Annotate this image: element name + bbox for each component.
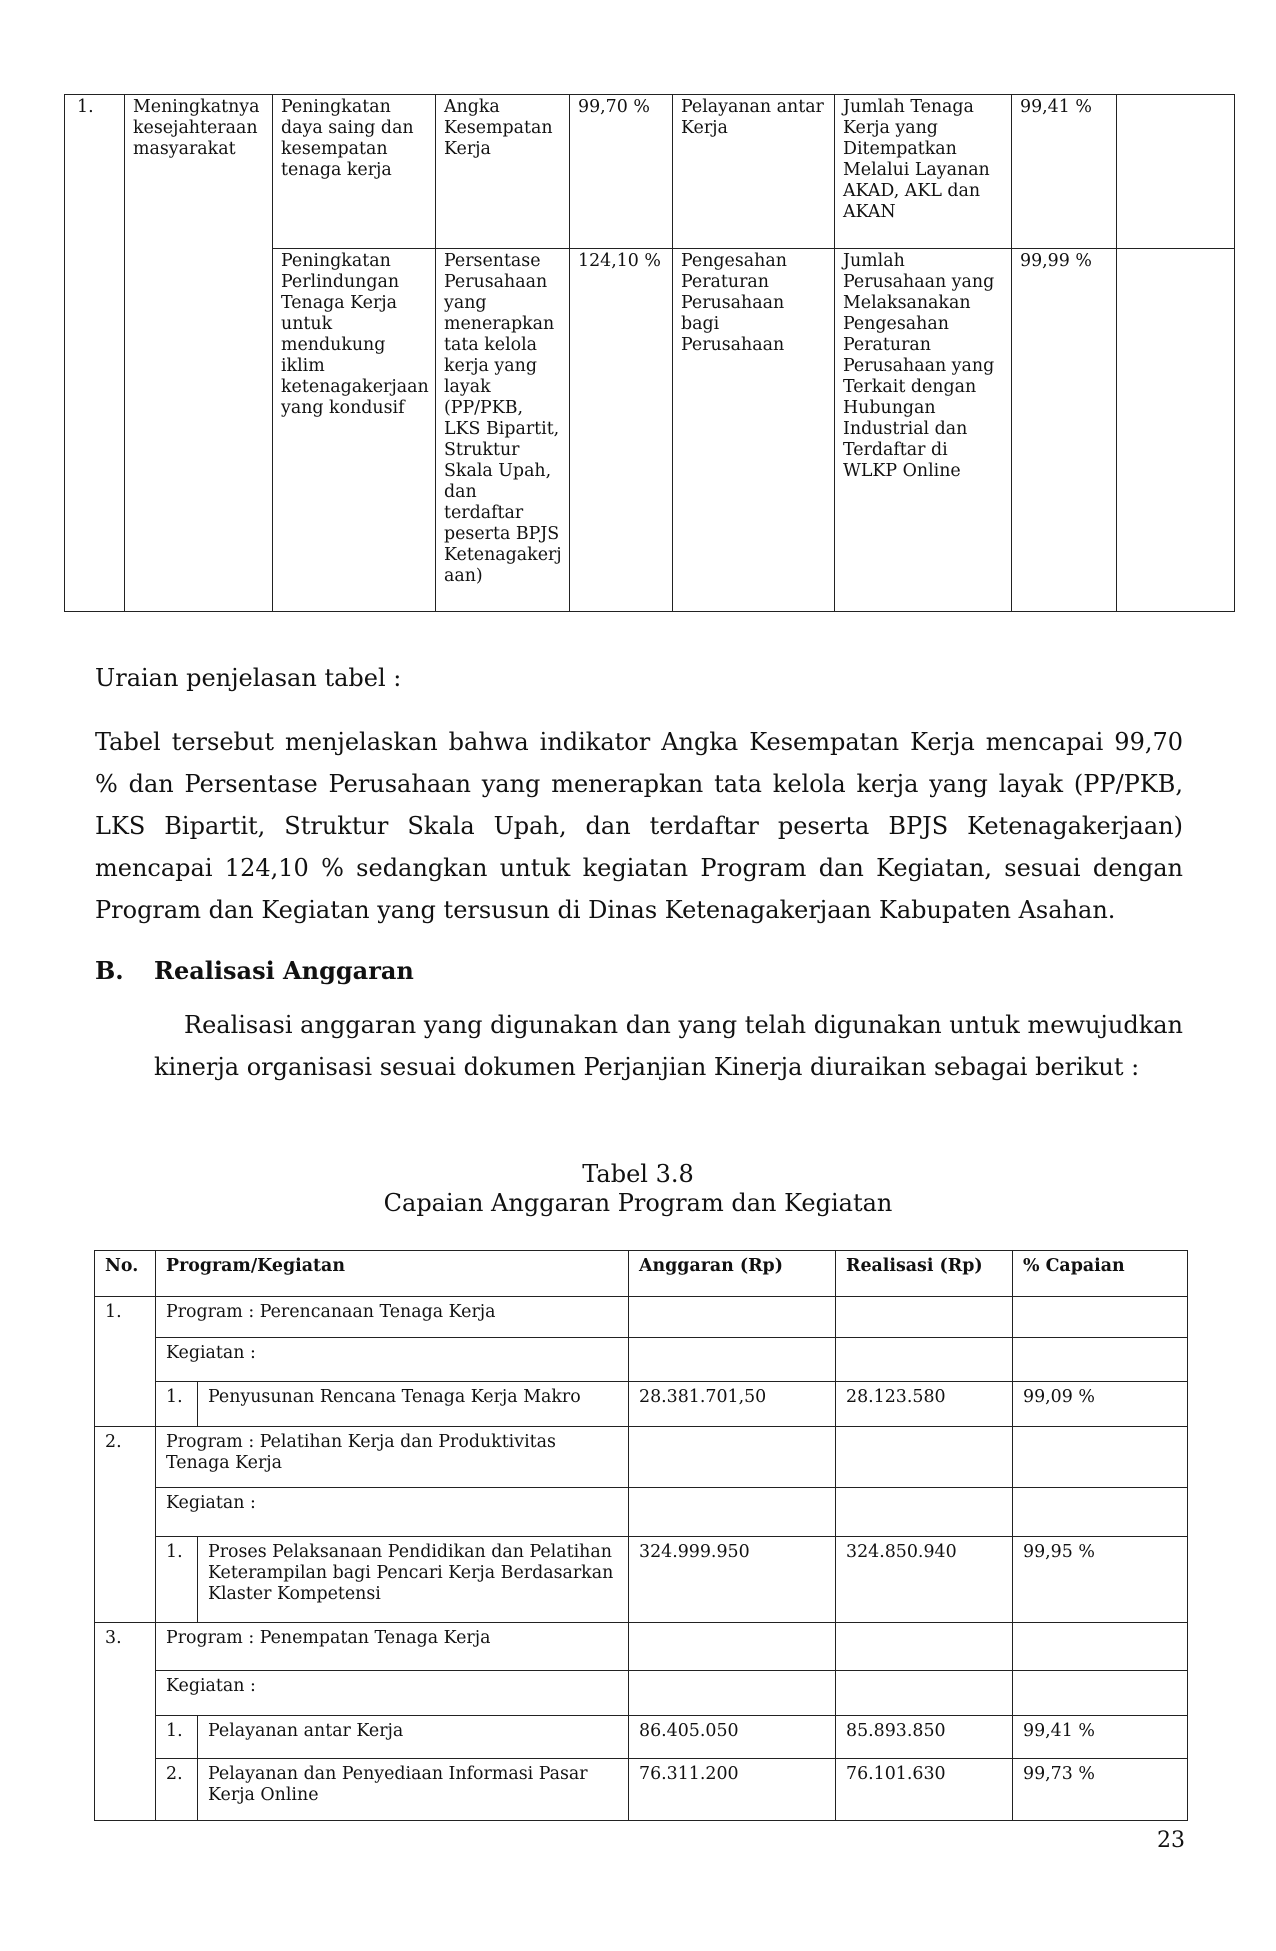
empty-cell [1013, 1338, 1188, 1382]
empty-cell [836, 1297, 1013, 1338]
header-anggaran: Anggaran (Rp) [629, 1251, 836, 1297]
kegiatan-label: Kegiatan : [156, 1488, 629, 1537]
empty-cell [836, 1427, 1013, 1488]
program-name: Program : Penempatan Tenaga Kerja [156, 1623, 629, 1671]
table-row [95, 1671, 1188, 1716]
item-capaian: 99,41 % [1013, 1716, 1188, 1759]
empty-cell [836, 1623, 1013, 1671]
item-capaian: 99,09 % [1013, 1382, 1188, 1427]
table-explanation-lead: Uraian penjelasan tabel : [95, 664, 402, 692]
table-row [95, 1427, 1188, 1488]
empty-cell [836, 1338, 1013, 1382]
capaian-cell: 124,10 % [570, 249, 673, 612]
empty-cell [1013, 1427, 1188, 1488]
table-row [95, 1338, 1188, 1382]
budget-table [94, 1250, 1188, 1821]
capaian-cell: 99,70 % [570, 95, 673, 249]
empty-cell [629, 1427, 836, 1488]
program-name: Program : Perencanaan Tenaga Kerja [156, 1297, 629, 1338]
table-row [95, 1537, 1188, 1623]
tujuan-cell: Peningkatan Perlindungan Tenaga Kerja untuk mendukung iklim ketenagakerjaan yang kondusif [273, 249, 436, 612]
header-realisasi: Realisasi (Rp) [836, 1251, 1013, 1297]
empty-cell [1013, 1488, 1188, 1537]
page-number: 23 [1157, 1828, 1185, 1853]
keterangan-cell [1117, 249, 1235, 612]
empty-cell [629, 1338, 836, 1382]
program-name: Program : Pelatihan Kerja dan Produktivitas Tenaga Kerja [156, 1427, 629, 1488]
empty-cell [629, 1623, 836, 1671]
item-realisasi: 76.101.630 [836, 1759, 1013, 1821]
item-anggaran: 76.311.200 [629, 1759, 836, 1821]
table-caption-number: Tabel 3.8 [582, 1160, 694, 1188]
empty-cell [1013, 1297, 1188, 1338]
keterangan-cell [1117, 95, 1235, 249]
section-title: Realisasi Anggaran [154, 956, 414, 985]
tujuan-cell: Peningkatan daya saing dan kesempatan tenaga kerja [273, 95, 436, 249]
table-row [95, 1716, 1188, 1759]
item-number: 1. [156, 1716, 198, 1759]
table-row [65, 95, 1235, 249]
sasaran-cell: Meningkatnya kesejahteraan masyarakat [125, 95, 273, 612]
performance-table [64, 94, 1235, 612]
header-program: Program/Kegiatan [156, 1251, 629, 1297]
table-explanation-paragraph: Tabel tersebut menjelaskan bahwa indikator Angka Kesempatan Kerja mencapai 99,70 % dan Persentase Perusahaan yang menerapkan tata kelola kerja yang layak (PP/PKB, LKS Bipartit, Struktur Skala Upah, dan terdaftar peserta BPJS Ketenagakerjaan) mencapai 124,10 % sedangkan untuk kegiatan Program dan Kegiatan, sesuai dengan Program dan Kegiatan yang tersusun di Dinas Ketenagakerjaan Kabupaten Asahan. [95, 728, 1183, 924]
empty-cell [836, 1488, 1013, 1537]
budget-intro-paragraph: Realisasi anggaran yang digunakan dan yang telah digunakan untuk mewujudkan kinerja organisasi sesuai dokumen Perjanjian Kinerja diuraikan sebagai berikut : [154, 1011, 1183, 1081]
program-cell: Pelayanan antar Kerja [673, 95, 835, 249]
item-number: 2. [156, 1759, 198, 1821]
item-anggaran: 86.405.050 [629, 1716, 836, 1759]
item-name: Penyusunan Rencana Tenaga Kerja Makro [198, 1382, 629, 1427]
empty-cell [629, 1297, 836, 1338]
program-cell: Pengesahan Peraturan Perusahaan bagi Perusahaan [673, 249, 835, 612]
item-name: Proses Pelaksanaan Pendidikan dan Pelatihan Keterampilan bagi Pencari Kerja Berdasarkan Klaster Kompetensi [198, 1537, 629, 1623]
kegiatan-label: Kegiatan : [156, 1338, 629, 1382]
table-row [95, 1488, 1188, 1537]
header-no: No. [95, 1251, 156, 1297]
group-number: 2. [95, 1427, 156, 1623]
table-header-row [95, 1251, 1188, 1297]
table-row [95, 1297, 1188, 1338]
empty-cell [629, 1488, 836, 1537]
table-row [95, 1382, 1188, 1427]
item-number: 1. [156, 1382, 198, 1427]
item-capaian: 99,73 % [1013, 1759, 1188, 1821]
item-number: 1. [156, 1537, 198, 1623]
group-number: 1. [95, 1297, 156, 1427]
capaian-program-cell: 99,99 % [1012, 249, 1117, 612]
item-name: Pelayanan dan Penyediaan Informasi Pasar Kerja Online [198, 1759, 629, 1821]
empty-cell [836, 1671, 1013, 1716]
table-row [95, 1759, 1188, 1821]
header-capaian: % Capaian [1013, 1251, 1188, 1297]
row-number: 1. [65, 95, 125, 612]
item-realisasi: 28.123.580 [836, 1382, 1013, 1427]
item-realisasi: 324.850.940 [836, 1537, 1013, 1623]
section-number: B. [95, 956, 124, 985]
capaian-program-cell: 99,41 % [1012, 95, 1117, 249]
indikator-cell: Angka Kesempatan Kerja [436, 95, 570, 249]
item-anggaran: 28.381.701,50 [629, 1382, 836, 1427]
indikator-program-cell: Jumlah Perusahaan yang Melaksanakan Pengesahan Peraturan Perusahaan yang Terkait dengan Hubungan Industrial dan Terdaftar di WLKP Online [835, 249, 1012, 612]
indikator-cell: Persentase Perusahaan yang menerapkan tata kelola kerja yang layak (PP/PKB, LKS Bipartit, Struktur Skala Upah, dan terdaftar peserta BPJS Ketenagakerj aan) [436, 249, 570, 612]
kegiatan-label: Kegiatan : [156, 1671, 629, 1716]
indikator-program-cell: Jumlah Tenaga Kerja yang Ditempatkan Melalui Layanan AKAD, AKL dan AKAN [835, 95, 1012, 249]
empty-cell [1013, 1671, 1188, 1716]
item-realisasi: 85.893.850 [836, 1716, 1013, 1759]
empty-cell [629, 1671, 836, 1716]
empty-cell [1013, 1623, 1188, 1671]
table-caption-title: Capaian Anggaran Program dan Kegiatan [383, 1189, 893, 1217]
item-anggaran: 324.999.950 [629, 1537, 836, 1623]
item-capaian: 99,95 % [1013, 1537, 1188, 1623]
group-number: 3. [95, 1623, 156, 1821]
table-row [95, 1623, 1188, 1671]
item-name: Pelayanan antar Kerja [198, 1716, 629, 1759]
